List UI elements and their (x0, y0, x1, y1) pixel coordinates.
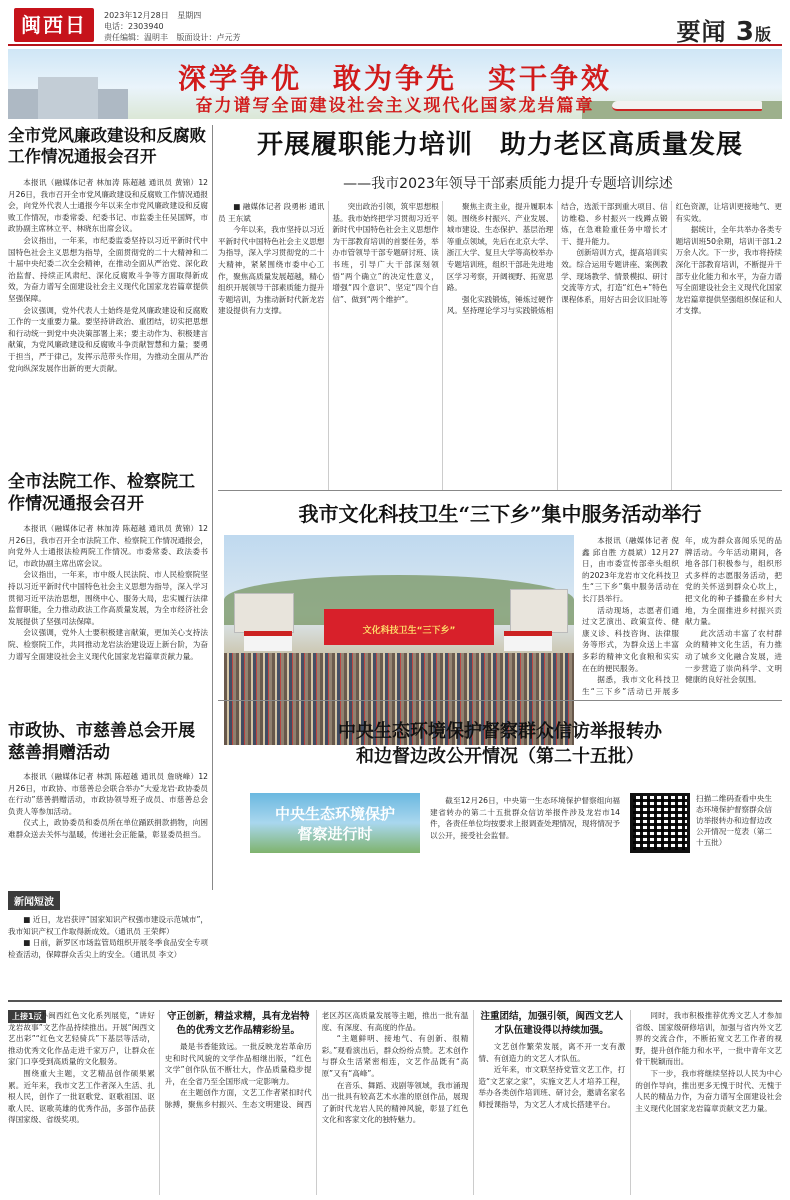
paragraph: 据统计，全年共举办各类专题培训班50余期，培训干部1.2万余人次。下一步，我市将持续深化干部教育培训，不断提升干部专业化能力和水平，为奋力谱写全面建设社会主义现代化国家龙岩篇章提供坚强组织保证和人才支撑。 (675, 225, 782, 316)
eco-headline[interactable] (218, 719, 782, 769)
paragraph: 在主题创作方面，文艺工作者紧扣时代脉搏，聚焦乡村振兴、生态文明建设、闽西老区苏区高质量发展等主题，推出一批有温度、有深度、有高度的作品。 (164, 1011, 469, 1109)
stage-backdrop (324, 609, 494, 645)
paragraph: 此次活动丰富了农村群众的精神文化生活，有力推动了城乡文化融合发展，进一步营造了崇尚科学、文明健康的良好社会氛围。 (685, 628, 782, 685)
paragraph: 近年来，市文联坚持党管文艺工作，打造“文艺家之家”，实施文艺人才培养工程，举办各类创作培训班、研讨会，邀请名家名师授课指导，为文艺人才成长搭建平台。 (478, 1065, 626, 1109)
paragraph: 截至12月26日，中央第一生态环境保护督察组向福建省转办的第二十五批群众信访举报件涉及龙岩市14件，各责任单位均按要求上报调查处理情况，现将情况予以公开，接受社会监督。 (430, 796, 620, 840)
phone: 电话：2303940 (104, 22, 164, 31)
headline-court[interactable]: 全市法院工作、检察院工作情况通报会召开 (8, 472, 195, 514)
paragraph: 会议指出，一年来，市纪委监委坚持以习近平新时代中国特色社会主义思想为指导，全面贯彻党的二十大精神和二十届中央纪委二次全会精神，在推动全面从严治党、深化政治监督、持续正风肃纪、深化反腐败斗争等方面取得新成效，为奋力谱写全面建设社会主义现代化国家龙岩篇章提供坚强保障。 (8, 235, 208, 303)
headline-anticorruption[interactable]: 全市党风廉政建设和反腐败工作情况通报会召开 (8, 126, 206, 166)
stage-banner-text: 文化科技卫生“三下乡” (362, 626, 456, 636)
masthead-meta (104, 10, 247, 43)
lead-body (218, 201, 782, 491)
slogan-banner (8, 49, 782, 119)
paragraph: 强化实践锻炼，锤炼过硬作风。坚持理论学习与实践锻炼相结合，选派干部到重大项目、信访维稳、乡村振兴一线蹲点锻炼，在急难险重任务中增长才干、提升能力。 (446, 202, 668, 316)
qr-caption: 扫描二维码查看中央生态环境保护督察群众信访举报转办和边督边改公开情况一览表（第二十五批） (696, 794, 772, 847)
paragraph: 在音乐、舞蹈、戏剧等领域，我市涌现出一批具有较高艺术水准的原创作品，展现了新时代龙岩人民的精神风貌，彰显了红色文化和客家文化的独特魅力。 (321, 1080, 469, 1125)
paragraph: 本报讯（融媒体记者 林凯 陈超越 通讯员 詹晓峰）12月26日，市政协、市慈善总会联合举办“大爱龙岩·政协委员在行动”慈善捐赠活动，市政协领导班子成员、市慈善总会负责人等参加活动。 (8, 772, 208, 816)
paragraph: 会议强调，党外人士要积极建言献策，更加关心支持法院、检察院工作，共同推动龙岩法治建设迈上新台阶，为奋力谱写全面建设社会主义现代化国家龙岩篇章贡献力量。 (8, 628, 208, 661)
qr-code-icon[interactable] (630, 793, 690, 853)
page-label (677, 12, 772, 47)
paragraph: 今年以来，我市坚持以习近平新时代中国特色社会主义思想为指导，深入学习贯彻党的二十大精神，紧紧围绕市委中心工作，聚焦高质量发展超越，精心组织开展领导干部素质能力提升专题培训，为推动新时代新龙岩建设提供有力支撑。 (218, 225, 325, 316)
paragraph: 文艺创作繁荣发展，离不开一支有激情、有创造力的文艺人才队伍。 (478, 1042, 626, 1063)
paragraph: 同时，我市积极推荐优秀文艺人才参加省级、国家级研修培训，加强与省内外文艺界的交流合作，不断拓宽文艺工作者的视野，提升创作能力和水平，一批中青年文艺骨干脱颖而出。 (635, 1011, 782, 1067)
brief-item: ■ 日前，新罗区市场监管局组织开展冬季食品安全专项检查活动，保障群众舌尖上的安全。（通讯员 李文） (8, 938, 208, 959)
paragraph: 活动现场，志愿者们通过文艺演出、政策宣传、健康义诊、科技咨询、法律服务等形式，为群众送上丰富多彩的精神文化食粮和实实在在的便民服务。 (582, 605, 679, 673)
paragraph: 本报讯（融媒体记者 林加涛 陈超越 通讯员 黄锦）12月26日，我市召开全市党风廉政建设和反腐败工作情况通报会，向党外代表人士通报今年以来全市党风廉政建设和反腐败工作情况，市委常委、纪委书记、市监委主任吴国辉，市政协副主席林立平、林晓东出席会议。 (8, 178, 208, 234)
left-column (8, 125, 208, 890)
issue-date: 2023年12月28日 (104, 11, 169, 20)
paragraph: 本报讯（融媒体记者 倪鑫 邱自胜 方晨斌）12月27日，由市委宣传部牵头组织的2023年龙岩市文化科技卫生“三下乡”集中服务活动在长汀县举行。 (582, 536, 679, 603)
eco-promo-line-1: 中央生态环境保护 (274, 805, 395, 823)
lead-subheadline: ——我市2023年领导干部素质能力提升专题培训综述 (343, 176, 673, 192)
section-name: 要闻 (676, 18, 727, 46)
article-anticorruption (8, 177, 208, 461)
paragraph: 会议指出，一年来，市中级人民法院、市人民检察院坚持以习近平新时代中国特色社会主义思想为指导，深入学习贯彻习近平法治思想，围绕中心、服务大局，忠实履行法律监督职能，全力推动政法工作高质量发展，为全市经济社会发展提供了坚强司法保障。 (8, 570, 208, 626)
continued-tag: 上接1版 (8, 1010, 46, 1023)
eco-article (218, 700, 782, 895)
paragraph: 本报讯（融媒体记者 林加涛 陈超越 通讯员 黄锦）12月26日，我市召开全市法院工作、检察院工作情况通报会，向党外人士通报法检两院工作情况。市委常委、政法委书记，市政协副主席出席会议。 (8, 524, 208, 568)
tent-shape (504, 631, 552, 651)
culture-article (218, 490, 782, 700)
article-court (8, 523, 208, 720)
bottom-feature (8, 1000, 782, 1195)
lead-headline[interactable]: 开展履职能力培训 助力老区高质量发展 (256, 130, 743, 160)
eco-promo-line-2: 督察进行时 (297, 825, 373, 843)
eco-promo-image[interactable] (250, 793, 420, 853)
paragraph: 举办闽西红色文化系列展览，“讲好龙岩故事”文艺作品持续推出。开展“闽西文艺出彩”“红色文艺轻骑兵”下基层等活动，推动优秀文化作品走进千家万户，让群众在家门口享受到高质量的文化服务。 (8, 1011, 155, 1067)
issue-weekday: 星期四 (177, 11, 202, 20)
paragraph: 最是书香能致远。一批反映龙岩革命历史和时代风貌的文学作品相继出版，“红色文学”创作队伍不断壮大，作品质量稳步提升，在全省乃至全国形成一定影响力。 (164, 1042, 312, 1086)
culture-headline[interactable]: 我市文化科技卫生“三下乡”集中服务活动举行 (298, 502, 702, 526)
section-subheading: 注重团结，加强引领，闽西文艺人才队伍建设得以持续加强。 (480, 1011, 624, 1036)
paragraph: 聚焦主责主业，提升履职本领。围绕乡村振兴、产业发展、城市建设、生态保护、基层治理等重点领域，先后在北京大学、浙江大学、复旦大学等高校举办专题培训班，组织干部赴先进地区学习考察，开阔视野、拓宽思路。 (446, 202, 554, 293)
eco-body (430, 795, 620, 875)
byline: ■ 融媒体记者 段勇彬 通讯员 王东斌 (218, 202, 325, 223)
page-unit: 版 (754, 25, 772, 44)
article-charity (8, 771, 208, 888)
paragraph: 创新培训方式，提高培训实效。综合运用专题讲座、案例教学、现场教学、情景模拟、研讨交流等方式，打造“红色+”特色课程体系，用好古田会议旧址等红色资源，让培训更接地气、更有实效。 (561, 202, 782, 304)
slogan-line-1: 深学争优 敢为争先 实干争效 (177, 62, 612, 95)
slogan-line-2: 奋力谱写全面建设社会主义现代化国家龙岩篇章 (195, 96, 595, 116)
paragraph: 据悉，我市文化科技卫生“三下乡”活动已开展多年，成为群众喜闻乐见的品牌活动。今年活动期间，各地各部门积极参与，组织形式多样的志愿服务活动，把党的关怀送到群众心坎上，把文化的种子播撒在乡村大地，为全面推进乡村振兴贡献力量。 (582, 536, 782, 696)
paragraph: 会议强调，党外代表人士始终是党风廉政建设和反腐败工作的一支重要力量。要坚持讲政治、重团结，切实把思想和行动统一到党中央决策部署上来；要主动作为、积极建言献策，为党风廉政建设和反腐败斗争贡献智慧和力量；要勇于担当，严于律己，发挥示范带头作用，为推动全面从严治党向纵深发展作出新的更大贡献。 (8, 305, 208, 373)
section-subheading: 守正创新，精益求精，具有龙岩特色的优秀文艺作品精彩纷呈。 (166, 1011, 310, 1036)
paragraph: 下一步，我市将继续坚持以人民为中心的创作导向，推出更多无愧于时代、无愧于人民的精品力作，为奋力谱写全面建设社会主义现代化国家龙岩篇章贡献文艺力量。 (635, 1068, 782, 1113)
paragraph: “主题鲜明、接地气、有创新、很精彩。”观看演出后，群众纷纷点赞。艺术创作与群众生活紧密相连，文艺作品既有“高原”又有“高峰”。 (321, 1034, 469, 1078)
news-brief (8, 890, 208, 995)
tent-shape (244, 631, 292, 651)
eco-headline-line-2: 和边督边改公开情况（第二十五批） (356, 746, 644, 767)
newspaper-logo: 闽西日 (14, 8, 94, 42)
brief-items (8, 914, 208, 996)
designer-credit: 版面设计：卢元芳 (176, 33, 241, 42)
brief-item: ■ 近日，龙岩获评“国家知识产权强市建设示范城市”，我市知识产权工作取得新成效。（通讯员 王荣辉） (8, 915, 208, 936)
building-shape (234, 593, 294, 633)
bottom-body (8, 1010, 782, 1195)
page-number: 3 (735, 17, 755, 47)
paragraph: 仪式上，政协委员和委员所在单位踊跃捐款捐物，向困难群众送去关怀与温暖，传递社会正能量，彰显委员担当。 (8, 818, 208, 839)
headline-charity[interactable]: 市政协、市慈善总会开展慈善捐赠活动 (8, 721, 195, 763)
paragraph: 围绕重大主题，文艺精品创作硕果累累。近年来，我市文艺工作者深入生活、扎根人民，创作了一批讴歌党、讴歌祖国、讴歌人民、讴歌英雄的优秀作品，多部作品获得国家级、省级奖项。 (8, 1068, 155, 1125)
eco-headline-line-1: 中央生态环境保护督察群众信访举报转办 (338, 721, 662, 742)
paragraph: 突出政治引领，筑牢思想根基。我市始终把学习贯彻习近平新时代中国特色社会主义思想作为干部教育培训的首要任务，举办市管领导干部专题研讨班、读书班，引导广大干部深刻领悟“两个确立”的决定性意义，增强“四个意识”、坚定“四个自信”、做到“两个维护”。 (332, 202, 439, 304)
masthead (8, 6, 782, 46)
editor-credit: 责任编辑：温明丰 (104, 33, 168, 42)
building-shape (510, 589, 568, 633)
lead-article (218, 125, 782, 490)
brief-heading: 新闻短波 (8, 891, 60, 910)
column-divider (212, 125, 213, 890)
